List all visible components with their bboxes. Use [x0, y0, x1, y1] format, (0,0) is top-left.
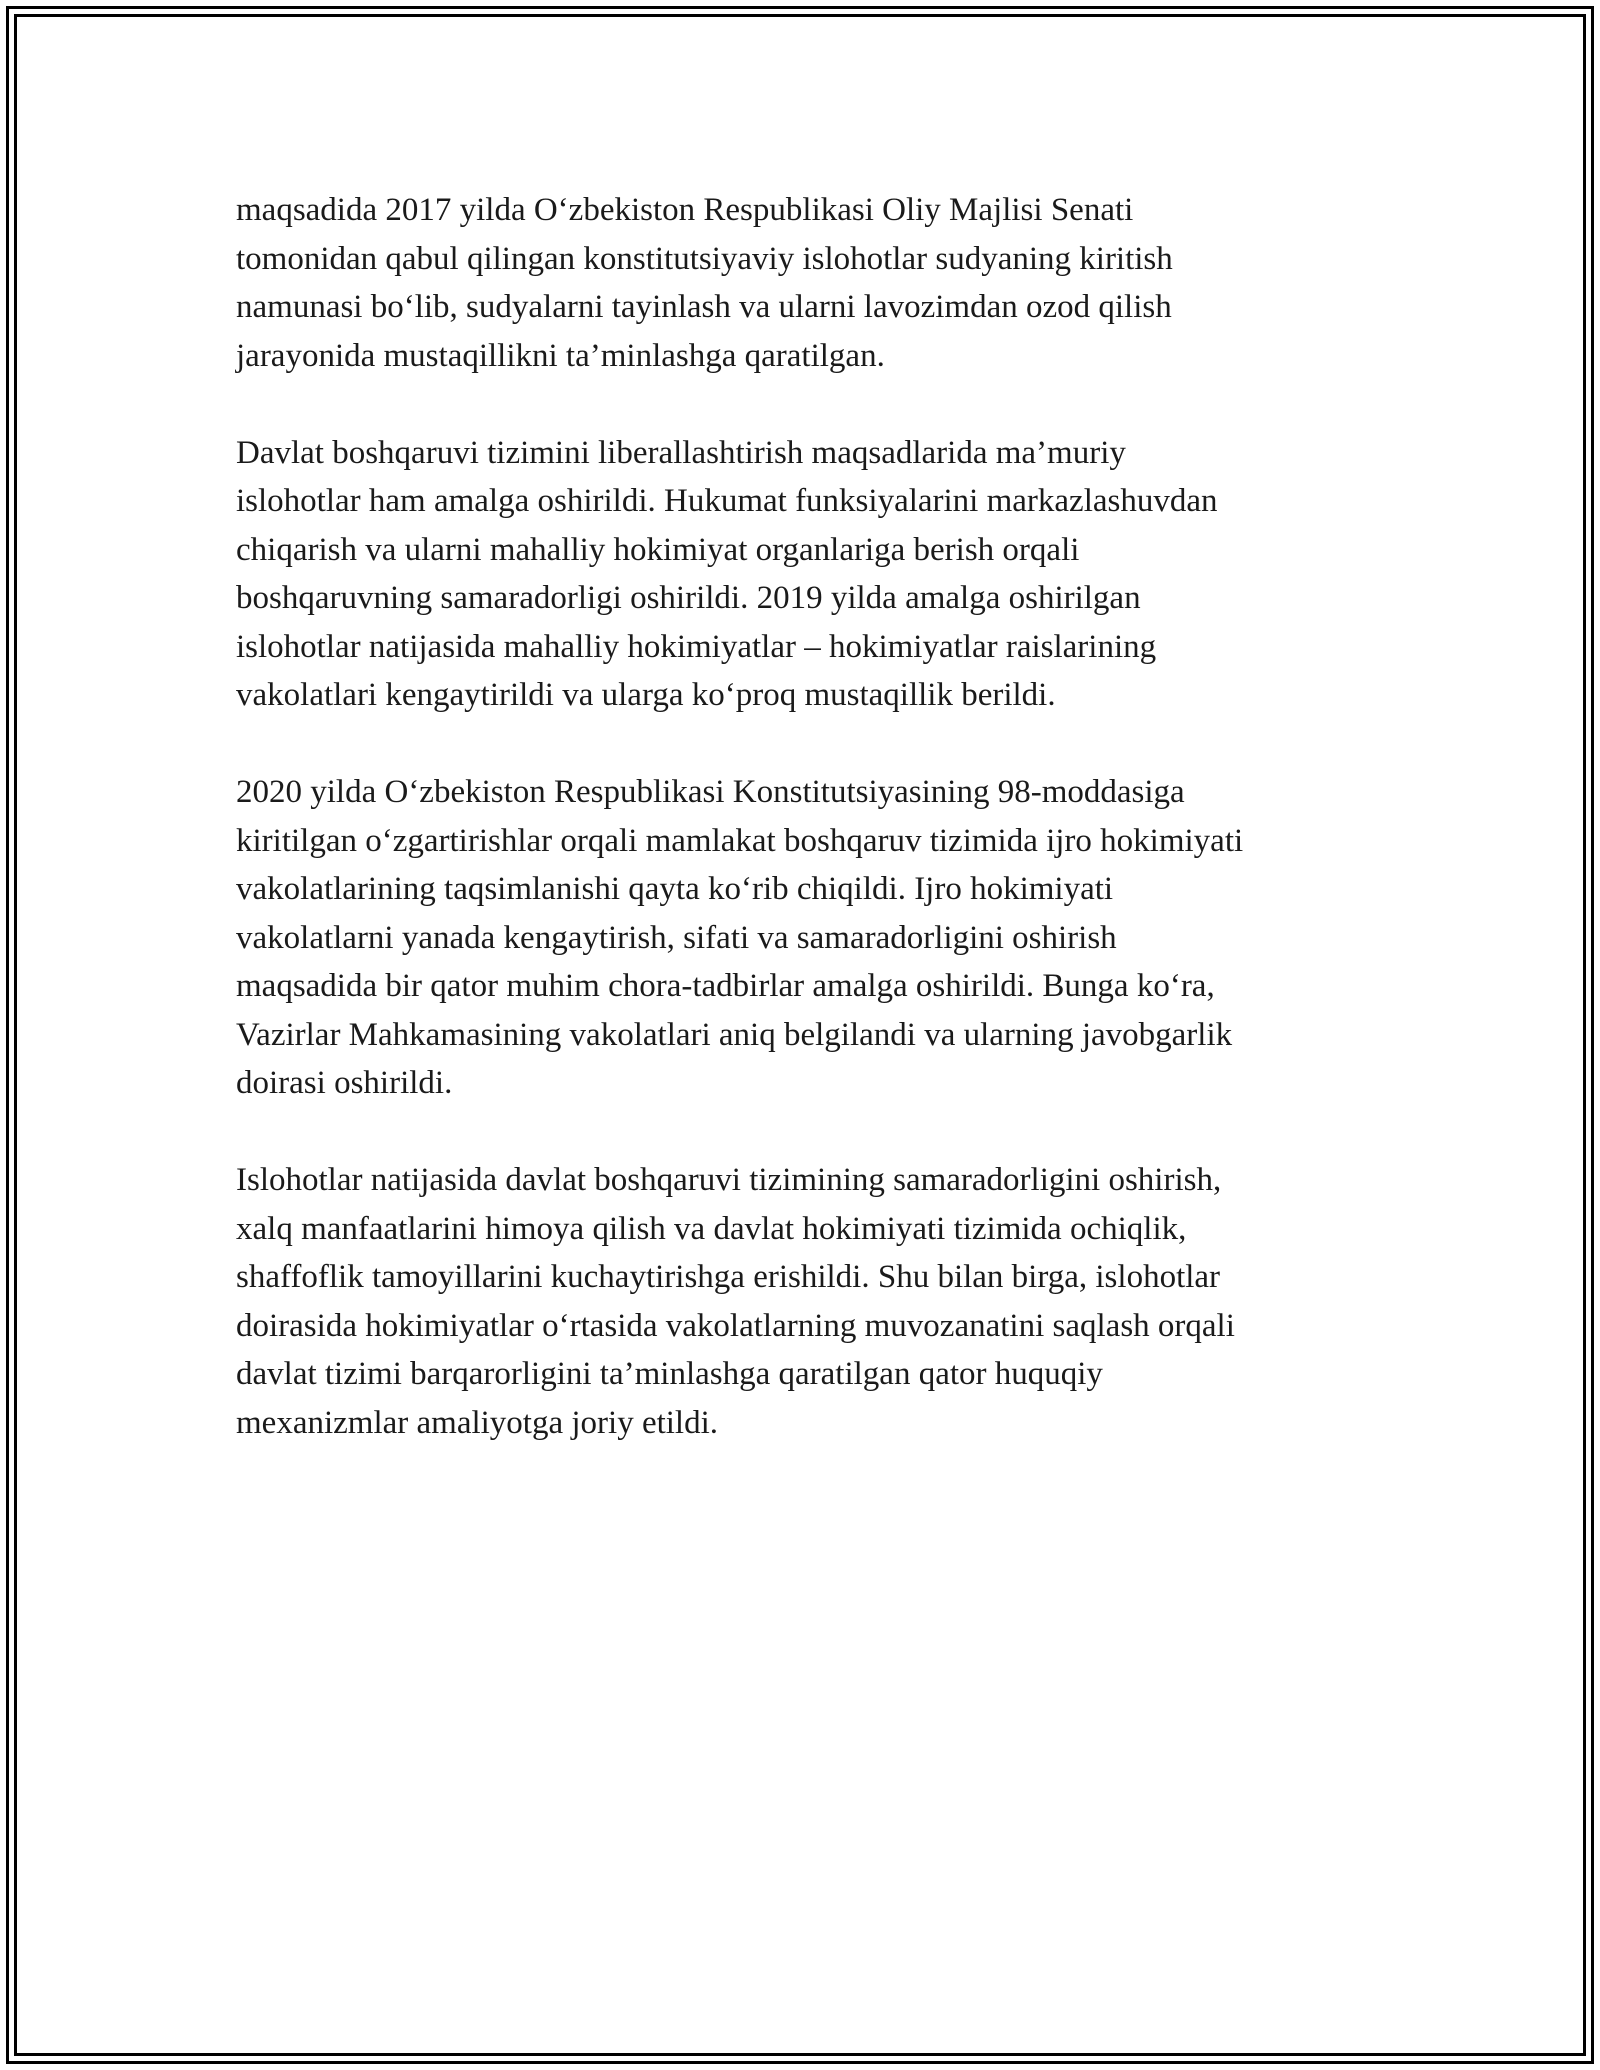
paragraph-2: Davlat boshqaruvi tizimini liberallashtirish maqsadlarida ma’muriy islohotlar ham amalga oshirildi. Hukumat funksiyalarini markazlashuvdan chiqarish va ularni mahalliy hokimiyat organlariga berish orqali boshqaruvning samaradorligi oshirildi. 2019 yilda amalga oshirilgan islohotlar natijasida mahalliy hokimiyatlar – hokimiyatlar raislarining vakolatlari kengaytirildi va ularga ko‘proq mustaqillik berildi. — [236, 434, 1218, 713]
paragraph-1: maqsadida 2017 yilda O‘zbekiston Respublikasi Oliy Majlisi Senati tomonidan qabul qilingan konstitutsiyaviy islohotlar sudyaning kiritish namunasi bo‘lib, sudyalarni tayinlash va ularni lavozimdan ozod qilish jarayonida mustaqillikni ta’minlashga qaratilgan. — [236, 192, 1173, 374]
paragraph-3: 2020 yilda O‘zbekiston Respublikasi Konstitutsiyasining 98-moddasiga kiritilgan o‘zgartirishlar orqali mamlakat boshqaruv tizimida ijro hokimiyati vakolatlarining taqsimlanishi qayta ko‘rib chiqildi. Ijro hokimiyati vakolatlarni yanada kengaytirish, sifati va samaradorligini oshirish maqsadida bir qator muhim chora-tadbirlar amalga oshirildi. Bunga ko‘ra, Vazirlar Mahkamasining vakolatlari aniq belgilandi va ularning javobgarlik doirasi oshirildi. — [236, 774, 1244, 1101]
document-body — [236, 186, 1386, 1496]
paragraph-4: Islohotlar natijasida davlat boshqaruvi tizimining samaradorligini oshirish, xalq manfaatlarini himoya qilish va davlat hokimiyati tizimida ochiqlik, shaffoflik tamoyillarini kuchaytirishga erishildi. Shu bilan birga, islohotlar doirasida hokimiyatlar o‘rtasida vakolatlarning muvozanatini saqlash orqali davlat tizimi barqarorligini ta’minlashga qaratilgan qator huquqiy mexanizmlar amaliyotga joriy etildi. — [236, 1162, 1235, 1441]
